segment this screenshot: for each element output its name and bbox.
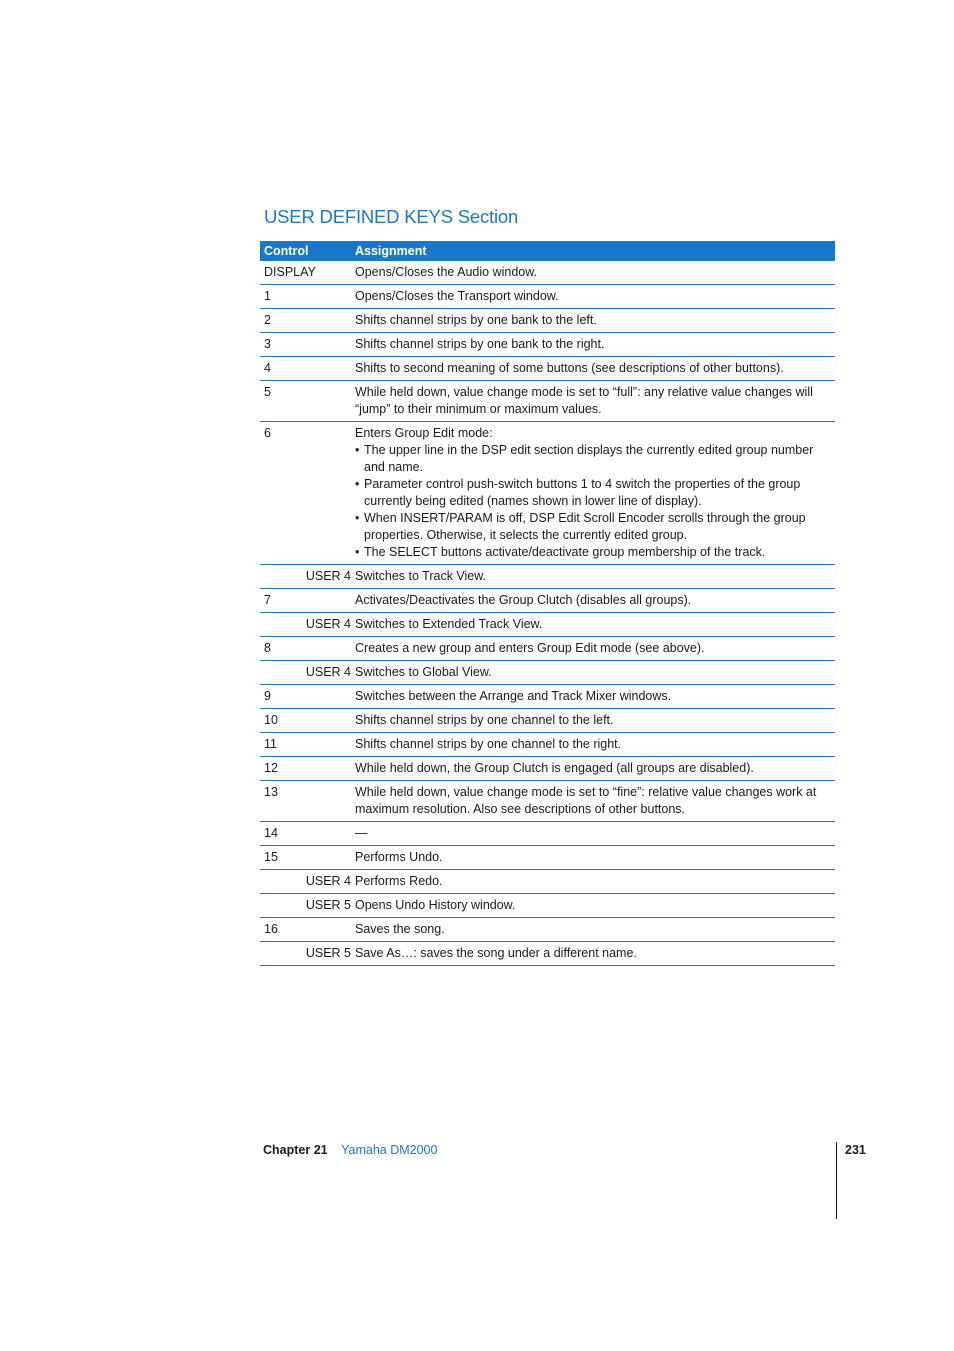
table-row (260, 357, 835, 381)
assignment-cell (355, 664, 835, 681)
section-title: USER DEFINED KEYS Section (264, 206, 519, 227)
control-cell (260, 264, 355, 281)
table-body (260, 261, 835, 966)
control-cell (260, 360, 355, 377)
assignment-text: Switches to Global View. (355, 665, 492, 679)
control-cell (260, 712, 355, 729)
assignment-cell (355, 784, 835, 818)
control-cell (260, 336, 355, 353)
footer-chapter: Chapter 21 (263, 1143, 328, 1157)
assignment-text: Save As…: saves the song under a different name. (355, 946, 637, 960)
assignment-text: Opens Undo History window. (355, 898, 516, 912)
table-row (260, 422, 835, 565)
table-row (260, 565, 835, 589)
control-label: USER 4 (305, 617, 351, 631)
assignment-text: Performs Undo. (355, 850, 443, 864)
control-cell (260, 945, 355, 962)
table-row (260, 846, 835, 870)
control-label: 15 (264, 850, 278, 864)
table-row (260, 709, 835, 733)
assignment-text: Shifts to second meaning of some buttons (see descriptions of other buttons). (355, 361, 784, 375)
assignment-text: Switches between the Arrange and Track Mixer windows. (355, 689, 672, 703)
control-label: 13 (264, 785, 278, 799)
control-cell (260, 897, 355, 914)
table-row (260, 757, 835, 781)
assignment-text: Saves the song. (355, 922, 445, 936)
assignment-text: While held down, the Group Clutch is engaged (all groups are disabled). (355, 761, 754, 775)
assignment-text: Activates/Deactivates the Group Clutch (disables all groups). (355, 593, 692, 607)
control-cell (260, 384, 355, 418)
control-label: USER 4 (305, 874, 351, 888)
control-label: 7 (264, 593, 271, 607)
control-label: 6 (264, 426, 271, 440)
assignment-cell (355, 825, 835, 842)
assignment-cell (355, 425, 835, 561)
table-row (260, 781, 835, 822)
control-cell (260, 568, 355, 585)
control-cell (260, 736, 355, 753)
assignment-cell (355, 288, 835, 305)
control-label: 14 (264, 826, 278, 840)
table-row (260, 822, 835, 846)
assignment-table (260, 241, 835, 966)
control-cell (260, 664, 355, 681)
assignment-text: Opens/Closes the Audio window. (355, 265, 538, 279)
bullet-item: • When INSERT/PARAM is off, DSP Edit Scroll Encoder scrolls through the group properties. Otherwise, it selects the currently edited group. (355, 510, 827, 544)
assignment-text: Performs Redo. (355, 874, 443, 888)
control-label: 16 (264, 922, 278, 936)
assignment-cell (355, 616, 835, 633)
assignment-cell (355, 360, 835, 377)
control-cell (260, 921, 355, 938)
table-row (260, 613, 835, 637)
control-label: 5 (264, 385, 271, 399)
control-cell (260, 825, 355, 842)
control-label: USER 4 (305, 665, 351, 679)
assignment-text: Opens/Closes the Transport window. (355, 289, 559, 303)
control-cell (260, 760, 355, 777)
assignment-text: Shifts channel strips by one channel to the right. (355, 737, 622, 751)
control-cell (260, 784, 355, 818)
table-row (260, 661, 835, 685)
bullet-item: • The SELECT buttons activate/deactivate group membership of the track. (355, 544, 827, 561)
bullet-item: • The upper line in the DSP edit section displays the currently edited group number and name. (355, 442, 827, 476)
assignment-text: While held down, value change mode is set to “fine”: relative value changes work at maximum resolution. Also see descriptions of other buttons. (355, 785, 817, 816)
assignment-cell (355, 897, 835, 914)
assignment-text: Shifts channel strips by one bank to the right. (355, 337, 605, 351)
assignment-cell (355, 688, 835, 705)
table-row (260, 333, 835, 357)
assignment-cell (355, 640, 835, 657)
assignment-cell (355, 921, 835, 938)
table-row (260, 261, 835, 285)
assignment-cell (355, 568, 835, 585)
table-row (260, 589, 835, 613)
table-row (260, 942, 835, 966)
assignment-cell (355, 384, 835, 418)
table-row (260, 685, 835, 709)
header-assignment: Assignment (355, 244, 427, 258)
control-label: USER 5 (305, 946, 351, 960)
assignment-cell (355, 873, 835, 890)
control-label: USER 5 (305, 898, 351, 912)
assignment-cell (355, 336, 835, 353)
assignment-text: While held down, value change mode is set to “full”: any relative value changes will “jump” to their minimum or maximum values. (355, 385, 813, 416)
control-label: DISPLAY (264, 265, 316, 279)
control-label: 2 (264, 313, 271, 327)
table-row (260, 637, 835, 661)
assignment-cell (355, 849, 835, 866)
control-label: 4 (264, 361, 271, 375)
control-cell (260, 425, 355, 561)
control-label: 12 (264, 761, 278, 775)
control-label: 10 (264, 713, 278, 727)
control-cell (260, 640, 355, 657)
assignment-cell (355, 712, 835, 729)
footer-divider (836, 1142, 837, 1219)
table-header (260, 241, 835, 261)
assignment-cell (355, 760, 835, 777)
control-cell (260, 849, 355, 866)
assignment-cell (355, 736, 835, 753)
bullet-list (355, 442, 827, 561)
assignment-text: Switches to Extended Track View. (355, 617, 543, 631)
footer (263, 1143, 437, 1157)
control-cell (260, 616, 355, 633)
assignment-text: Creates a new group and enters Group Edit mode (see above). (355, 641, 705, 655)
control-label: 9 (264, 689, 271, 703)
table-row (260, 381, 835, 422)
table-row (260, 870, 835, 894)
assignment-text: Switches to Track View. (355, 569, 487, 583)
bullet-item: • Parameter control push-switch buttons 1 to 4 switch the properties of the group currently being edited (names shown in lower line of display). (355, 476, 827, 510)
control-cell (260, 688, 355, 705)
control-label: 1 (264, 289, 271, 303)
control-cell (260, 873, 355, 890)
control-label: USER 4 (305, 569, 351, 583)
assignment-cell (355, 592, 835, 609)
table-row (260, 894, 835, 918)
control-label: 11 (264, 737, 277, 751)
control-cell (260, 312, 355, 329)
assignment-text: Shifts channel strips by one bank to the left. (355, 313, 597, 327)
control-label: 8 (264, 641, 271, 655)
page-number: 231 (845, 1143, 866, 1157)
control-cell (260, 592, 355, 609)
assignment-cell (355, 264, 835, 281)
assignment-text: Shifts channel strips by one channel to the left. (355, 713, 614, 727)
assignment-cell (355, 312, 835, 329)
table-row (260, 918, 835, 942)
control-label: 3 (264, 337, 271, 351)
assignment-cell (355, 945, 835, 962)
table-row (260, 285, 835, 309)
header-control: Control (264, 244, 309, 258)
assignment-text: — (355, 826, 368, 840)
table-row (260, 733, 835, 757)
footer-chapter-title: Yamaha DM2000 (341, 1143, 438, 1157)
control-cell (260, 288, 355, 305)
assignment-text: Enters Group Edit mode: (355, 426, 493, 440)
table-row (260, 309, 835, 333)
